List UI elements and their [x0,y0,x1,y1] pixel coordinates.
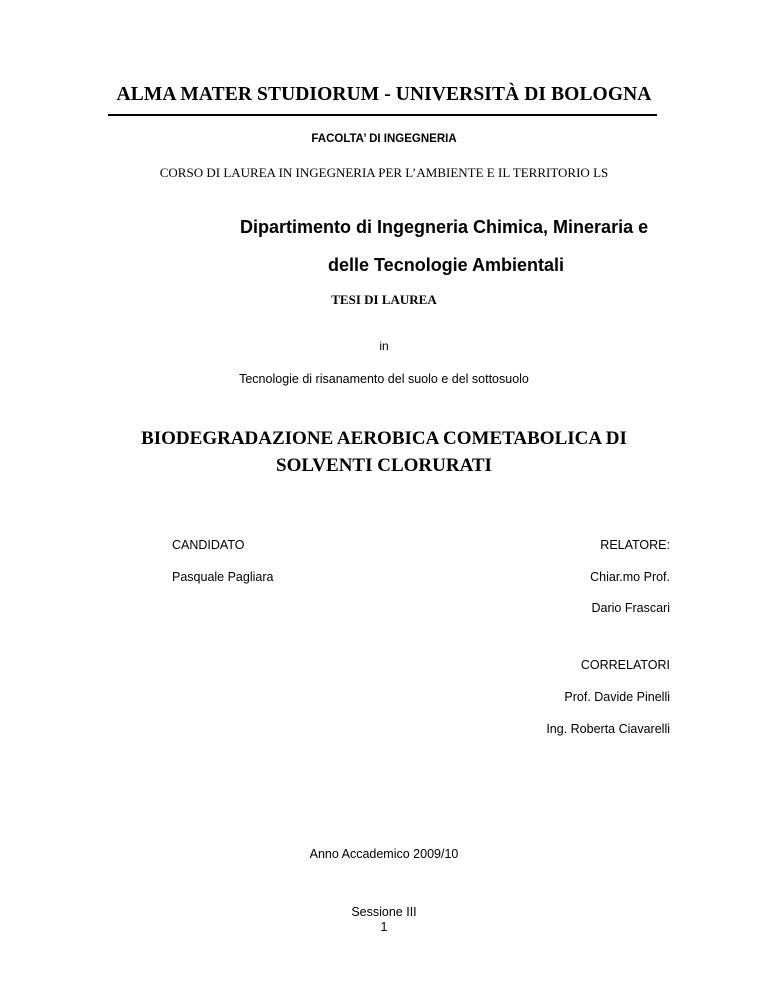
co-supervisors-label: CORRELATORI [580,658,670,672]
page-number: 1 [380,920,388,934]
university-name: ALMA MATER STUDIORUM - UNIVERSITÀ DI BOLOGNA [116,84,652,105]
session-label: Sessione III [351,905,417,919]
thesis-title-line-1: BIODEGRADAZIONE AEROBICA COMETABOLICA DI [141,428,627,449]
course-name: CORSO DI LAUREA IN INGEGNERIA PER L’AMBIENTE E IL TERRITORIO LS [159,165,609,180]
candidate-label: CANDIDATO [172,538,245,552]
thesis-subject: Tecnologie di risanamento del suolo e del sottosuolo [239,372,529,386]
supervisor-title: Chiar.mo Prof. [590,570,670,584]
faculty-name: FACOLTA’ DI INGEGNERIA [311,133,457,145]
supervisor-label: RELATORE: [600,538,670,552]
candidate-name: Pasquale Pagliara [172,570,274,584]
thesis-title-line-2: SOLVENTI CLORURATI [276,455,492,476]
co-supervisor-name: Ing. Roberta Ciavarelli [546,722,670,736]
in-label: in [379,339,389,353]
department-line-1: Dipartimento di Ingegneria Chimica, Mineraria e [240,217,649,237]
header-divider [108,114,657,116]
department-line-2: delle Tecnologie Ambientali [328,255,565,275]
academic-year: Anno Accademico 2009/10 [309,847,459,861]
supervisor-name: Dario Frascari [591,601,670,615]
co-supervisor-name: Prof. Davide Pinelli [564,690,670,704]
thesis-label: TESI DI LAUREA [331,292,437,307]
